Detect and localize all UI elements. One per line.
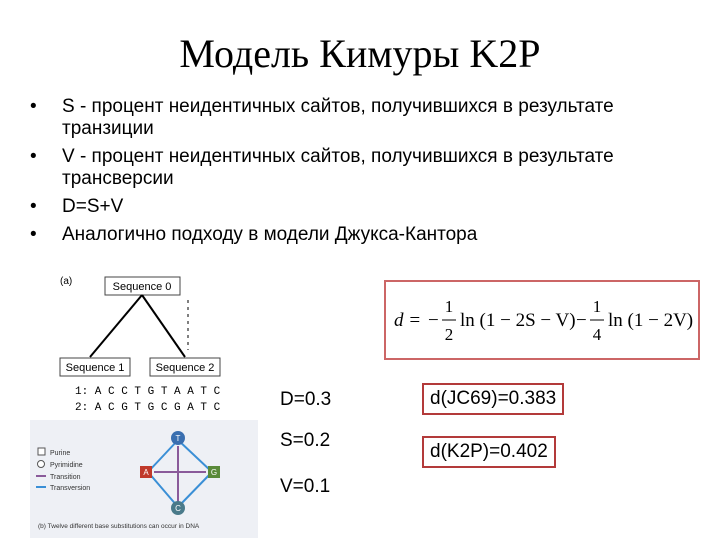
bullet-item xyxy=(30,146,700,190)
sequence-2: 2: A C G T G C G A T C xyxy=(75,402,221,414)
transversion-arrow xyxy=(178,472,212,507)
bullet-dot: • xyxy=(30,196,37,217)
bullet-text: S - процент неидентичных сайтов, получившихся в результате транзиции xyxy=(62,96,614,139)
formula-minus-2: − xyxy=(576,310,587,331)
transversion-arrow xyxy=(178,440,212,472)
substitution-svg xyxy=(30,420,258,538)
formula-frac2-num: 1 xyxy=(592,297,602,316)
value-v: V=0.1 xyxy=(280,476,331,497)
formula-svg xyxy=(386,282,698,358)
bullet-item xyxy=(30,224,700,246)
formula-term2: ln (1 − 2V) xyxy=(608,310,694,331)
left-label: Sequence 1 xyxy=(65,362,125,374)
formula-box xyxy=(384,280,700,360)
root-label: Sequence 0 xyxy=(112,281,172,293)
bullet-dot: • xyxy=(30,96,37,117)
bullet-item xyxy=(30,96,700,140)
formula-minus-1: − xyxy=(428,310,439,331)
bullet-list xyxy=(30,96,700,252)
node-t-label: T xyxy=(175,434,181,443)
result-jc69: d(JC69)=0.383 xyxy=(422,383,564,415)
bullet-item xyxy=(30,196,700,218)
panel-label: (a) xyxy=(60,276,73,287)
legend-pyrimidine: Pyrimidine xyxy=(50,462,83,469)
formula-frac1-num: 1 xyxy=(444,297,454,316)
node-c-label: C xyxy=(175,504,181,513)
legend-transversion: Transversion xyxy=(50,485,91,492)
sequence-1: 1: A C C T G T A A T C xyxy=(75,386,221,398)
formula-frac2-den: 4 xyxy=(592,325,602,344)
substitution-diagram xyxy=(30,420,258,538)
tree-branch-left xyxy=(90,295,142,357)
result-k2p: d(K2P)=0.402 xyxy=(422,436,556,468)
legend-purine: Purine xyxy=(50,450,71,457)
right-label: Sequence 2 xyxy=(155,362,215,374)
formula-frac1-den: 2 xyxy=(444,325,454,344)
diagram-caption: (b) Twelve different base substitutions can occur in DNA xyxy=(38,523,200,530)
node-a-label: A xyxy=(143,468,149,477)
legend-pyrimidine-swatch xyxy=(38,461,45,468)
transversion-arrow xyxy=(148,440,178,472)
value-d: D=0.3 xyxy=(280,389,332,410)
bullet-dot: • xyxy=(30,146,37,167)
transversion-arrow xyxy=(148,472,178,507)
legend-purine-swatch xyxy=(38,448,45,455)
node-g-label: G xyxy=(210,468,218,477)
value-s: S=0.2 xyxy=(280,430,331,451)
formula-term1: ln (1 − 2S − V) xyxy=(460,310,576,331)
bullet-dot: • xyxy=(30,224,37,245)
formula-lhs: d = xyxy=(394,310,422,331)
slide-title: Модель Кимуры K2P xyxy=(179,31,541,76)
bullet-text: D=S+V xyxy=(62,196,124,217)
sequence-tree-figure xyxy=(55,270,255,420)
tree-branch-right xyxy=(142,295,185,357)
bullet-text: Аналогично подходу в модели Джукса-Кантора xyxy=(62,224,478,245)
legend-transition: Transition xyxy=(50,474,81,481)
bullet-text: V - процент неидентичных сайтов, получившихся в результате трансверсии xyxy=(62,146,614,189)
